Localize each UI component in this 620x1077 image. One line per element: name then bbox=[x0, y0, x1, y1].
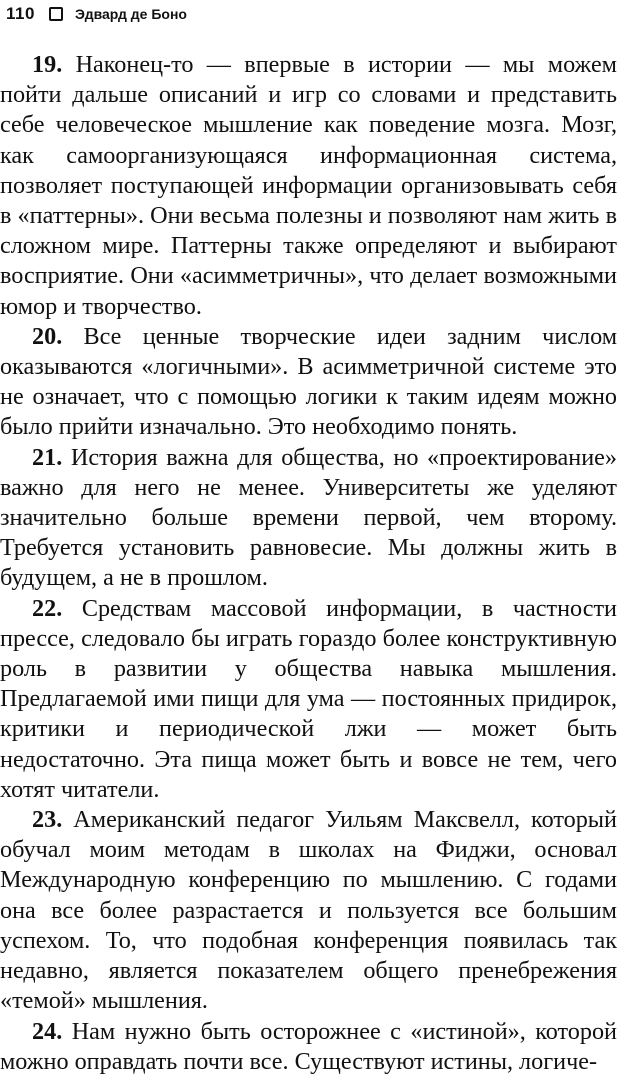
paragraph-number: 23. bbox=[32, 806, 63, 834]
paragraph-text: История важна для общества, но «проектирование» важно для него не менее. Университеты же уделяют значительно больше времени первой, чем второму. Требуется установить равновесие. Мы должны жить в будущем, а не в прошлом. bbox=[0, 443, 618, 592]
paragraph-number: 22. bbox=[32, 594, 63, 622]
paragraph-number: 20. bbox=[32, 322, 63, 350]
paragraph-text: Наконец-то — впервые в истории — мы можем пойти дальше описаний и игр со словами и представить себе человеческое мышление как поведение мозга. Мозг, как самоорганизующаяся информационная система, позволяет поступающей информации организовывать себя в «паттерны». Они весьма полезны и позволяют нам жить в сложном мире. Паттерны также определяют и выбирают восприятие. Они «асимметричны», что делает возможными юмор и творчество. bbox=[0, 51, 617, 320]
running-title: Эдвард де Боно bbox=[74, 6, 187, 22]
page-body bbox=[0, 50, 617, 1077]
paragraph-20 bbox=[0, 322, 617, 443]
paragraph-text: Нам нужно быть осторожнее с «истиной», которой можно оправдать почти все. Существуют истины, логиче- bbox=[0, 1017, 618, 1075]
paragraph-number: 24. bbox=[32, 1017, 63, 1045]
page-number: 110 bbox=[6, 4, 35, 23]
paragraph-text: Средствам массовой информации, в частности прессе, следовало бы играть гораздо более конструктивную роль в развитии у общества навыка мышления. Предлагаемой ими пищи для ума — постоянных придирок, критики и периодической лжи — может быть недостаточно. Эта пища может быть и вовсе не тем, чего хотят читатели. bbox=[0, 594, 617, 803]
paragraph-number: 21. bbox=[32, 443, 63, 471]
page-header bbox=[6, 0, 187, 28]
paragraph-24 bbox=[0, 1017, 617, 1077]
square-bullet-icon bbox=[49, 7, 63, 21]
paragraph-22 bbox=[0, 594, 617, 805]
paragraph-number: 19. bbox=[32, 51, 63, 78]
paragraph-19 bbox=[0, 50, 617, 322]
paragraph-text: Американский педагог Уильям Максвелл, который обучал моим методам в школах на Фиджи, основал Международную конференцию по мышлению. С годами она все более разрастается и пользуется все большим успехом. То, что подобная конференция появилась так недавно, является показателем общего пренебрежения «темой» мышления. bbox=[0, 806, 617, 1015]
paragraph-23 bbox=[0, 805, 617, 1016]
paragraph-21 bbox=[0, 443, 617, 594]
paragraph-text: Все ценные творческие идеи задним числом оказываются «логичными». В асимметричной системе это не означает, что с помощью логики к таким идеям можно было прийти изначально. Это необходимо понять. bbox=[0, 322, 618, 441]
